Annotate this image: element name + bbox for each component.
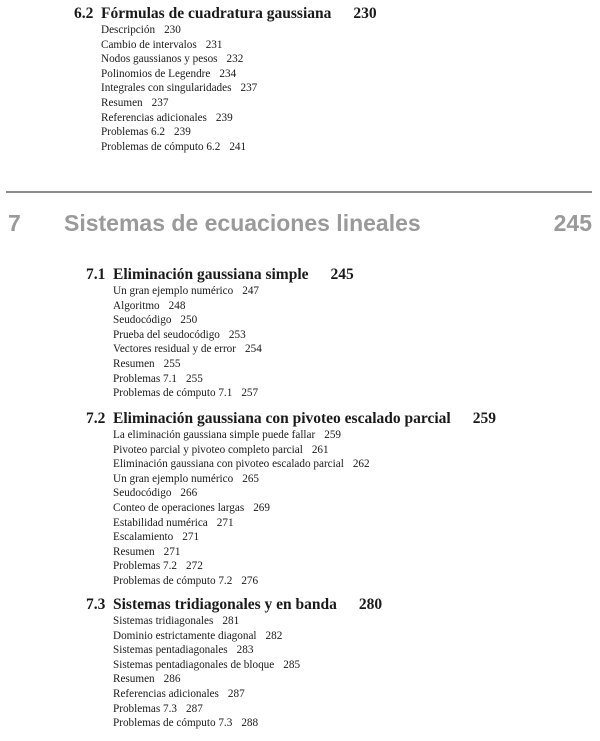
entry-page: 247 [242, 285, 260, 297]
toc-entry[interactable] [113, 516, 496, 531]
toc-entry[interactable] [113, 372, 354, 387]
section-page: 259 [472, 410, 496, 427]
entry-page: 255 [163, 357, 181, 370]
section-title: Sistemas tridiagonales y en banda [113, 596, 337, 613]
chapter-page: 245 [553, 210, 592, 236]
entry-title: Sistemas tridiagonales [113, 615, 214, 627]
entry-page: 239 [174, 126, 191, 139]
entry-title: Problemas 6.2 [101, 126, 166, 139]
entry-title: Resumen [101, 96, 143, 109]
entry-page: 272 [186, 560, 203, 573]
entry-page: 287 [186, 702, 203, 715]
section-page: 280 [358, 596, 383, 613]
toc-section [86, 596, 382, 731]
entry-page: 237 [151, 96, 169, 109]
section-title: Eliminación gaussiana simple [113, 266, 309, 283]
toc-entry[interactable] [113, 501, 496, 516]
entry-page: 253 [228, 328, 246, 341]
section-number: 7.3 [86, 596, 106, 613]
section-number: 7.2 [86, 410, 106, 427]
toc-entry[interactable] [101, 125, 377, 140]
toc-entry[interactable] [113, 328, 354, 343]
section-heading[interactable] [86, 596, 382, 614]
toc-entry[interactable] [113, 313, 354, 328]
toc-entry[interactable] [101, 67, 377, 82]
entry-title: Eliminación gaussiana con pivoteo escalado parcial [113, 458, 344, 471]
entry-title: Un gran ejemplo numérico [113, 285, 234, 297]
entry-title: Referencias adicionales [101, 111, 207, 124]
toc-section [86, 410, 496, 589]
entry-title: Seudocódigo [113, 314, 172, 327]
entry-page: 262 [352, 458, 370, 471]
section-number: 6.2 [74, 5, 94, 22]
entry-title: Nodos gaussianos y pesos [101, 53, 218, 66]
section-number: 7.1 [86, 266, 106, 283]
entry-title: La eliminación gaussiana simple puede fallar [113, 429, 316, 441]
toc-entry[interactable] [101, 140, 377, 155]
toc-entry[interactable] [113, 284, 354, 299]
entry-title: Problemas 7.2 [113, 560, 178, 573]
entry-page: 241 [229, 140, 247, 153]
section-heading[interactable] [86, 266, 354, 284]
section-heading[interactable] [74, 5, 377, 23]
toc-entry[interactable] [113, 530, 496, 545]
entry-title: Problemas 7.1 [113, 372, 178, 385]
entry-title: Prueba del seudocódigo [113, 328, 220, 341]
entry-title: Problemas de cómputo 7.2 [113, 574, 233, 587]
entry-title: Dominio estrictamente diagonal [113, 629, 257, 642]
entry-page: 265 [242, 472, 260, 485]
entry-page: 287 [227, 687, 245, 700]
subsection-list [113, 614, 382, 731]
entry-title: Cambio de intervalos [101, 38, 197, 51]
entry-page: 271 [182, 531, 200, 544]
toc-entry[interactable] [113, 486, 496, 501]
entry-page: 269 [253, 501, 270, 514]
entry-title: Algoritmo [113, 299, 160, 312]
entry-title: Descripción [101, 24, 156, 36]
toc-entry[interactable] [113, 559, 496, 574]
toc-entry[interactable] [101, 81, 377, 96]
toc-entry[interactable] [113, 629, 382, 644]
section-title: Eliminación gaussiana con pivoteo escalado parcial [113, 410, 451, 427]
entry-page: 281 [222, 615, 240, 627]
toc-entry[interactable] [113, 614, 382, 629]
toc-entry[interactable] [113, 299, 354, 314]
entry-title: Pivoteo parcial y pivoteo completo parcial [113, 443, 303, 456]
entry-title: Un gran ejemplo numérico [113, 472, 234, 485]
toc-entry[interactable] [101, 96, 377, 111]
toc-entry[interactable] [113, 472, 496, 487]
toc-entry[interactable] [101, 111, 377, 126]
entry-page: 231 [205, 38, 223, 51]
section-title: Fórmulas de cuadratura gaussiana [101, 5, 332, 22]
entry-title: Resumen [113, 545, 155, 558]
entry-page: 282 [265, 629, 283, 642]
toc-section [74, 5, 377, 154]
section-heading[interactable] [86, 410, 496, 428]
entry-page: 239 [215, 111, 233, 124]
entry-page: 237 [240, 82, 258, 95]
subsection-list [113, 428, 496, 589]
entry-title: Estabilidad numérica [113, 516, 208, 529]
entry-title: Polinomios de Legendre [101, 67, 211, 80]
entry-page: 232 [226, 53, 244, 66]
chapter-number: 7 [8, 210, 21, 236]
entry-title: Problemas de cómputo 7.1 [113, 387, 233, 400]
entry-title: Problemas 7.3 [113, 702, 178, 715]
entry-page: 286 [163, 673, 181, 686]
toc-entry[interactable] [101, 38, 377, 53]
entry-page: 266 [180, 487, 198, 500]
toc-entry[interactable] [113, 428, 496, 443]
entry-page: 230 [164, 24, 181, 36]
subsection-list [101, 23, 377, 154]
entry-title: Integrales con singularidades [101, 82, 232, 95]
toc-entry[interactable] [101, 52, 377, 67]
toc-section [86, 266, 354, 401]
entry-title: Resumen [113, 357, 155, 370]
entry-page: 254 [245, 343, 262, 356]
entry-page: 261 [311, 443, 329, 456]
chapter-divider [6, 191, 592, 193]
toc-entry[interactable] [113, 574, 496, 589]
entry-page: 288 [241, 717, 259, 730]
entry-title: Sistemas pentadiagonales de bloque [113, 658, 275, 671]
toc-entry[interactable] [113, 672, 382, 687]
toc-entry[interactable] [113, 658, 382, 673]
toc-entry[interactable] [113, 687, 382, 702]
entry-page: 271 [163, 545, 181, 558]
entry-title: Problemas de cómputo 6.2 [101, 140, 221, 153]
chapter-title: Sistemas de ecuaciones lineales [64, 210, 421, 236]
entry-page: 276 [241, 574, 259, 587]
section-page: 230 [353, 5, 377, 22]
entry-page: 255 [186, 372, 203, 385]
toc-entry[interactable] [113, 342, 354, 357]
entry-page: 259 [324, 429, 342, 441]
toc-entry[interactable] [113, 443, 496, 458]
entry-title: Conteo de operaciones largas [113, 501, 245, 514]
entry-page: 285 [283, 658, 301, 671]
toc-entry[interactable] [113, 545, 496, 560]
toc-entry[interactable] [113, 457, 496, 472]
toc-entry[interactable] [113, 357, 354, 372]
toc-entry[interactable] [101, 23, 377, 38]
entry-title: Problemas de cómputo 7.3 [113, 717, 233, 730]
entry-title: Resumen [113, 673, 155, 686]
entry-page: 271 [216, 516, 234, 529]
toc-entry[interactable] [113, 716, 382, 731]
subsection-list [113, 284, 354, 401]
entry-page: 234 [219, 67, 237, 80]
toc-entry[interactable] [113, 386, 354, 401]
entry-title: Referencias adicionales [113, 687, 219, 700]
entry-title: Escalamiento [113, 531, 174, 544]
entry-page: 248 [168, 299, 186, 312]
entry-page: 283 [236, 644, 254, 657]
section-page: 245 [330, 266, 354, 283]
toc-entry[interactable] [113, 702, 382, 717]
entry-title: Vectores residual y de error [113, 343, 237, 356]
entry-title: Sistemas pentadiagonales [113, 644, 228, 657]
toc-entry[interactable] [113, 643, 382, 658]
entry-page: 257 [241, 387, 259, 400]
entry-page: 250 [180, 314, 198, 327]
entry-title: Seudocódigo [113, 487, 172, 500]
